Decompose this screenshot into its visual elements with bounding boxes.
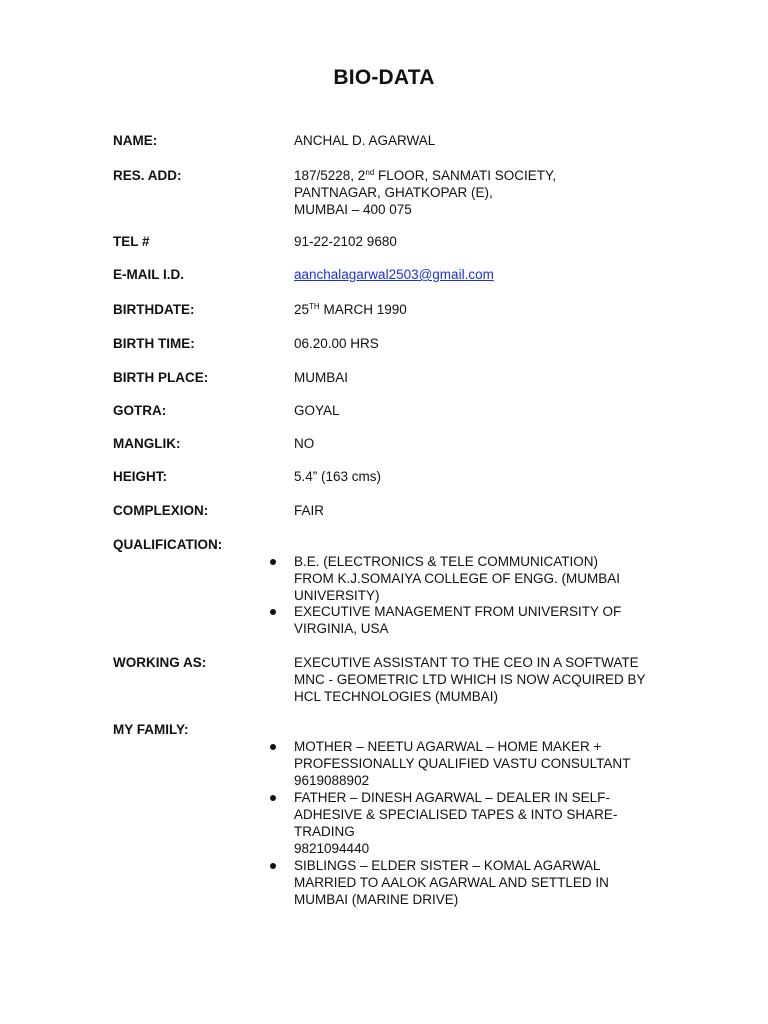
email-label: E-MAIL I.D. — [113, 267, 185, 282]
address-line-1: 187/5228, 2nd FLOOR, SANMATI SOCIETY, — [294, 168, 557, 183]
qualification-label: QUALIFICATION: — [113, 537, 223, 552]
bullet-icon — [270, 863, 276, 869]
birth-place-label: BIRTH PLACE: — [113, 370, 209, 385]
biodata-page: BIO-DATA NAME: ANCHAL D. AGARWAL RES. ADD: 187/5228, 2nd FLOOR, SANMATI SOCIETY, PANTNAGAR, GHATKOPAR (E), MUMBAI – 400 075 TEL # 91-22-2102 9680 E-MAIL I.D. aanchalagarwal2503@gmail.com BIRTHDATE: 25TH MARCH 1990 BIRTH TIME: 06.20.00 HRS BIRTH PLACE: MUMBAI GOTRA: GOYAL MANGLIK: NO HEIGHT: 5.4” (163 cms) COMPLEXION: FAIR QUALIFICATION: B.E. (ELECTRONICS & TELE COMMUNICATION) FROM K.J.SOMAIYA COLLEGE OF ENGG. (MUMBAI UNIVERSITY) EXECUTIVE MANAGEMENT FROM UNIVERSITY OF VIRGINIA, USA WORKING AS: EXECUTIVE ASSISTANT TO THE CEO IN A SOFTWATE MNC - GEOMETRIC LTD WHICH IS NOW ACQUIRED BY HCL TECHNOLOGIES (MUMBAI) MY FAMILY: MOTHER – NEETU AGARWAL – HOME MAKER + PROFESSIONALLY QUALIFIED VASTU CONSULTANT 9619088902 FATHER – DINESH AGARWAL – DEALER IN SELF- ADHESIVE & SPECIALISED TAPES & INTO SHARE- TRADING 9821094440 SIBLINGS – ELDER SISTER – KOMAL AGARWAL MARRIED TO AALOK AGARWAL AND SETTLED IN MUMBAI (MARINE DRIVE) — [0, 0, 768, 1024]
name-value: ANCHAL D. AGARWAL — [294, 133, 436, 148]
height-value: 5.4” (163 cms) — [294, 469, 382, 484]
gotra-label: GOTRA: — [113, 403, 167, 418]
bullet-icon — [270, 744, 276, 750]
height-label: HEIGHT: — [113, 469, 167, 484]
email-link[interactable]: aanchalagarwal2503@gmail.com — [294, 267, 494, 282]
address-label: RES. ADD: — [113, 168, 182, 183]
birthdate-value: 25TH MARCH 1990 — [294, 302, 407, 317]
address-line-2: PANTNAGAR, GHATKOPAR (E), — [294, 185, 493, 200]
family-label: MY FAMILY: — [113, 722, 189, 737]
bullet-icon — [270, 609, 276, 615]
page-title: BIO-DATA — [333, 66, 435, 89]
working-value: EXECUTIVE ASSISTANT TO THE CEO IN A SOFTWATE MNC - GEOMETRIC LTD WHICH IS NOW ACQUIRED BY HCL TECHNOLOGIES (MUMBAI) — [294, 655, 646, 704]
bullet-icon — [270, 795, 276, 801]
birth-time-value: 06.20.00 HRS — [294, 336, 379, 351]
birth-time-label: BIRTH TIME: — [113, 336, 195, 351]
tel-value: 91-22-2102 9680 — [294, 234, 397, 249]
working-label: WORKING AS: — [113, 655, 207, 670]
address-line-3: MUMBAI – 400 075 — [294, 202, 412, 217]
address-value — [294, 167, 654, 218]
complexion-value: FAIR — [294, 503, 325, 518]
manglik-label: MANGLIK: — [113, 436, 181, 451]
name-label: NAME: — [113, 133, 158, 148]
bullet-icon — [270, 559, 276, 565]
complexion-label: COMPLEXION: — [113, 503, 209, 518]
manglik-value: NO — [294, 436, 315, 451]
birth-place-value: MUMBAI — [294, 370, 348, 385]
tel-label: TEL # — [113, 234, 150, 249]
gotra-value: GOYAL — [294, 403, 340, 418]
birthdate-label: BIRTHDATE: — [113, 302, 195, 317]
